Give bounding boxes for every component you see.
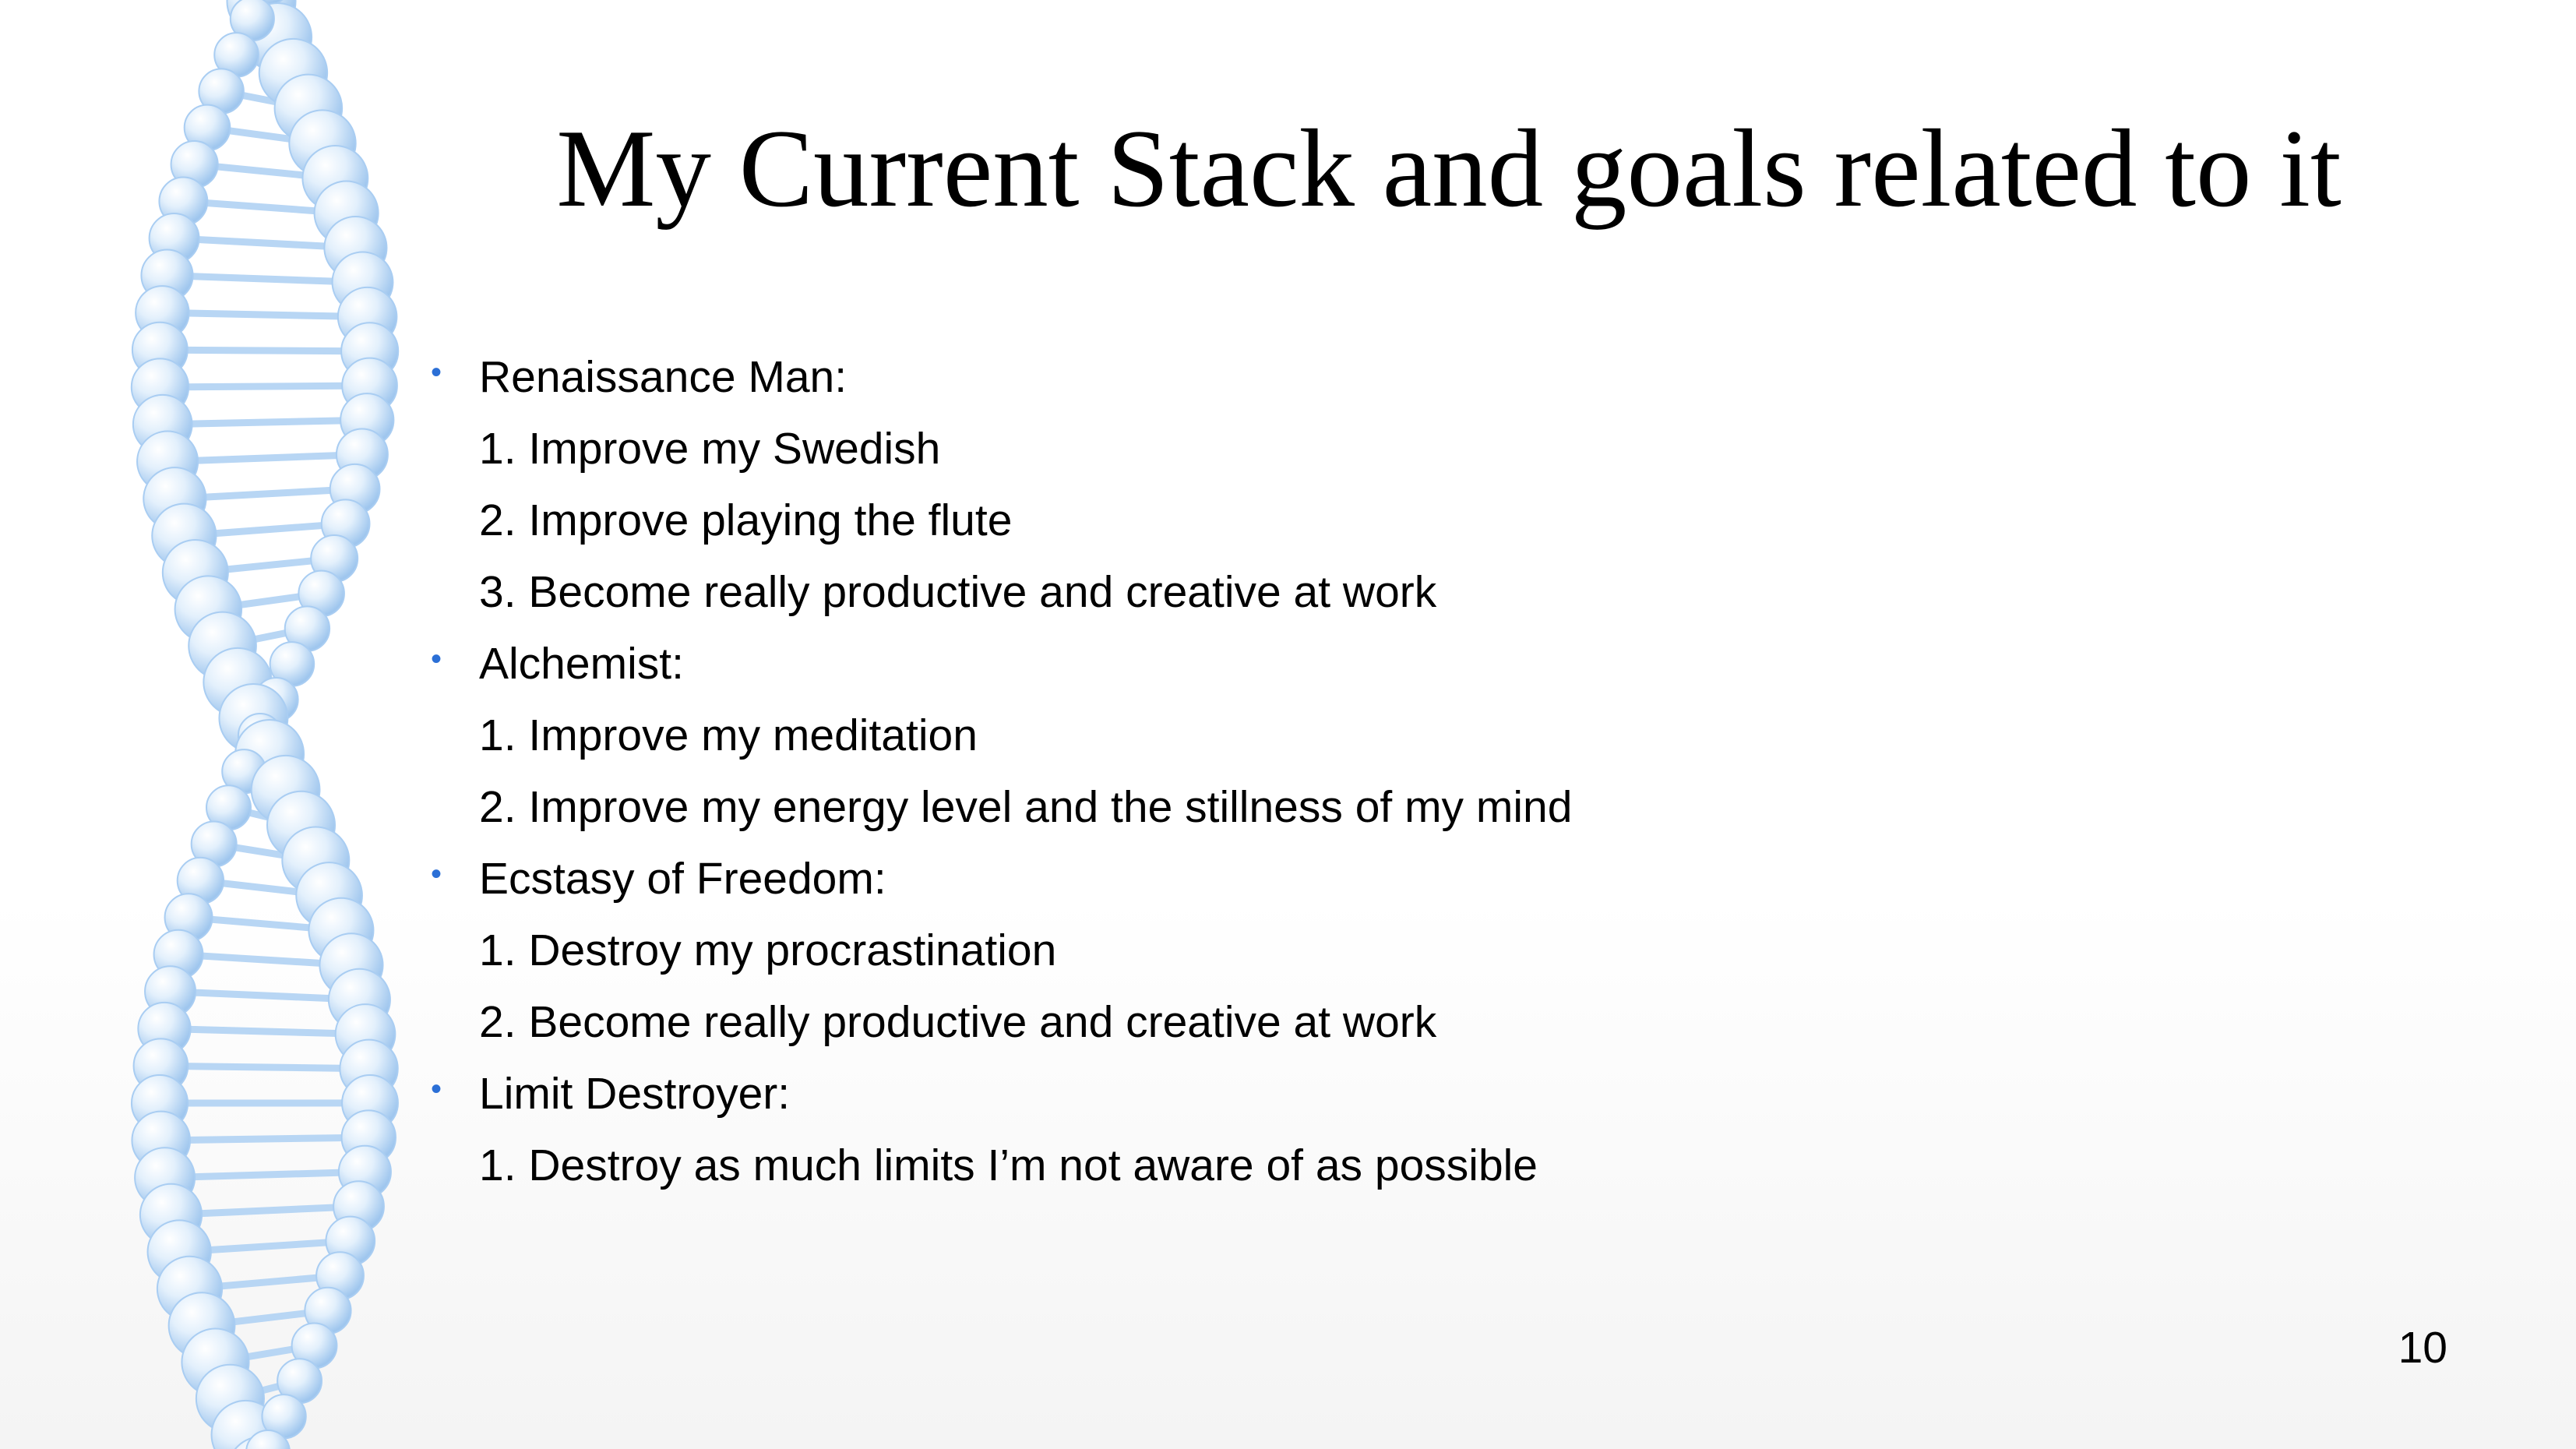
dna-helix-icon [109,0,421,1449]
sub-item-text: 1. Destroy as much limits I’m not aware of as possible [479,1141,1538,1190]
dna-rung [160,350,369,351]
bullet-dot-icon: • [431,355,442,390]
slide-title: My Current Stack and goals related to it [556,107,2342,230]
bullet-dot-icon: • [431,1072,442,1106]
sub-item-text: 3. Become really productive and creative at work [479,567,1437,617]
sub-item [425,986,2372,1058]
bullet-item-limit-destroyer [425,1058,2372,1130]
bullet-text: Renaissance Man: [479,352,848,402]
sub-item-text: 2. Become really productive and creative at work [479,997,1437,1047]
page-number: 10 [2398,1323,2447,1373]
bullet-text: Ecstasy of Freedom: [479,854,886,904]
sub-item [425,915,2372,986]
sub-item-text: 2. Improve playing the flute [479,495,1013,545]
bullet-item-ecstasy-of-freedom [425,843,2372,915]
sub-item-text: 1. Improve my Swedish [479,424,941,474]
sub-item [425,556,2372,628]
sub-item [425,485,2372,556]
bullet-item-alchemist [425,628,2372,700]
bullet-item-renaissance-man [425,341,2372,413]
sub-item-text: 1. Improve my meditation [479,710,978,760]
bullet-dot-icon: • [431,642,442,676]
sub-item-text: 1. Destroy my procrastination [479,925,1057,975]
sub-item [425,413,2372,485]
bullet-text: Limit Destroyer: [479,1069,791,1119]
dna-rung [162,312,367,316]
dna-rung [160,386,369,387]
bullet-dot-icon: • [431,857,442,891]
bullet-list [425,341,2372,1201]
dna-rung [160,1066,368,1068]
sub-item-text: 2. Improve my energy level and the stillness of my mind [479,782,1573,832]
dna-rung [163,420,368,425]
bullet-text: Alchemist: [479,639,684,689]
dna-rung [161,1137,369,1141]
sub-item [425,1130,2372,1201]
sub-item [425,700,2372,771]
sub-item [425,771,2372,843]
